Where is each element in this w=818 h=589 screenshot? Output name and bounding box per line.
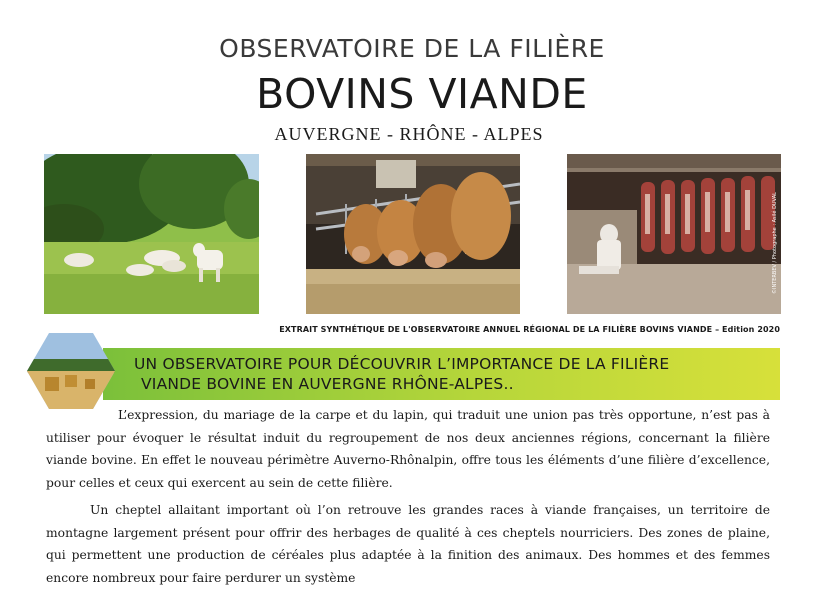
photo-credit: ©INTERBEV / Photographe : Asilé DUVAL: [772, 192, 778, 294]
region-subtitle: AUVERGNE - RHÔNE - ALPES: [274, 124, 544, 144]
title-line-1: OBSERVATOIRE DE LA FILIÈRE: [219, 34, 605, 63]
paragraph-1: L’expression, du mariage de la carpe et du lapin, qui traduit une union pas très opportune, n’est pas à utiliser pour évoquer le résultat induit du regroupement de nos deux anciennes régions, concernant la filière viande bovine. En effet le nouveau périmètre Auverno-Rhônalpin, offre tous les éléments d’une filière d’excellence, pour celles et ceux qui exercent au sein de cette filière.: [46, 408, 770, 490]
photo-cattle-feeding: [306, 154, 520, 314]
photo-cows-pasture: [44, 154, 259, 314]
banner-heading: [134, 354, 669, 394]
photo-meat-cold-room: [567, 154, 781, 314]
hexagon-hay-bales-image: [27, 333, 115, 409]
banner-line-1: UN OBSERVATOIRE POUR DÉCOUVRIR L’IMPORTANCE DE LA FILIÈRE: [134, 355, 670, 373]
title-line-2: BOVINS VIANDE: [256, 70, 588, 118]
paragraph-2: Un cheptel allaitant important où l’on retrouve les grandes races à viande françaises, un territoire de montagne largement présent pour offrir des herbages de qualité à ces cheptels nourriciers. Des zones de plaine, qui permettent une production de céréales plus adaptée à la finition des animaux. Des hommes et des femmes encore nombreux pour faire perdurer un système: [46, 503, 770, 585]
banner-line-2: VIANDE BOVINE EN AUVERGNE RHÔNE-ALPES..: [141, 375, 514, 393]
document-caption: EXTRAIT SYNTHÉTIQUE DE L'OBSERVATOIRE ANNUEL RÉGIONAL DE LA FILIÈRE BOVINS VIANDE – Edition 2020: [279, 325, 780, 334]
